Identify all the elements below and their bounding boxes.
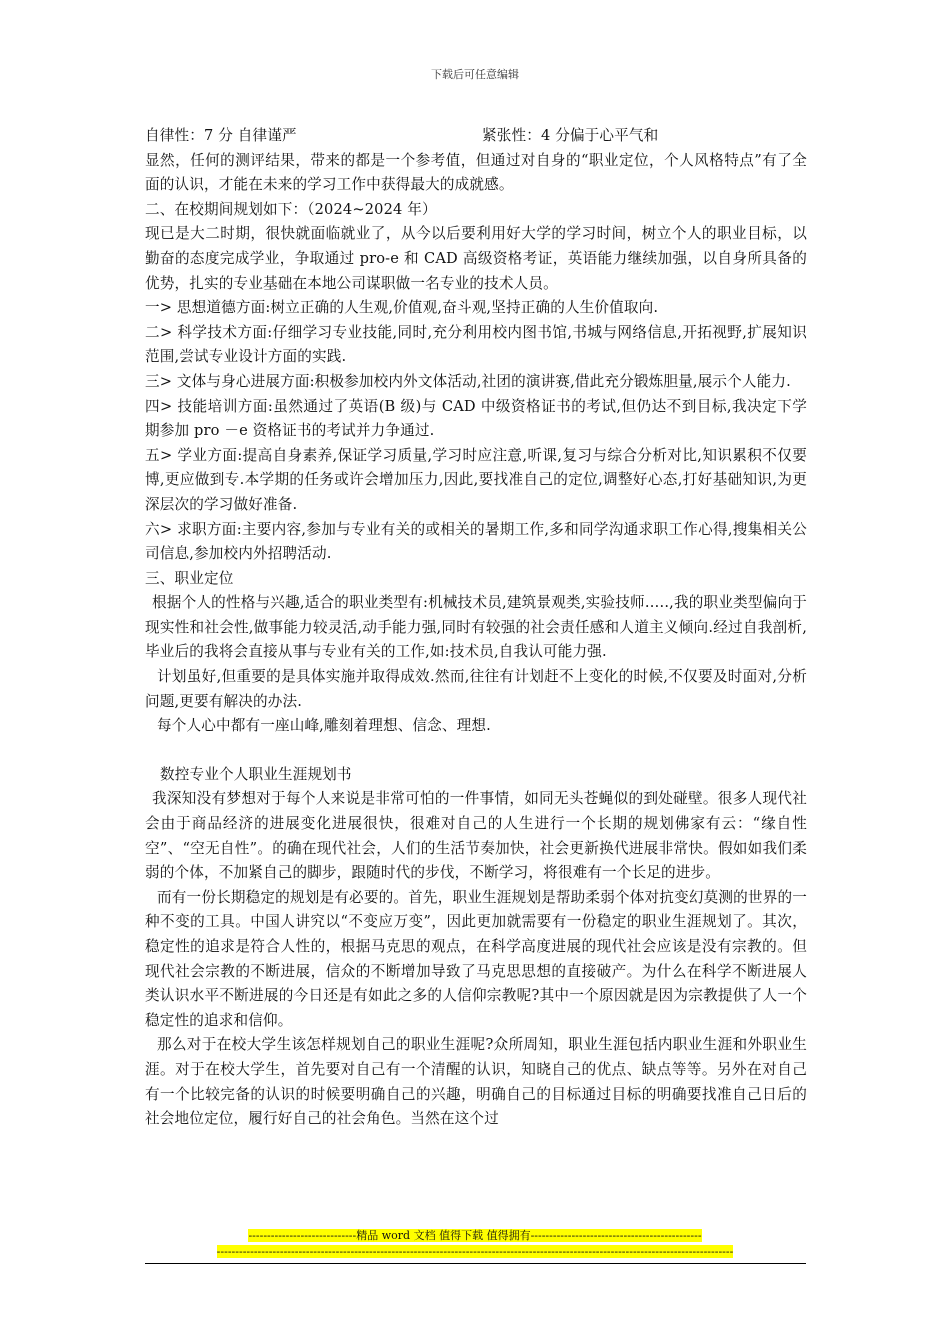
plan-item-job: 六> 求职方面:主要内容,参加与专业有关的或相关的暑期工作,多和同学沟通求职工作心得,搜集相关公司信息,参加校内外招聘活动. — [145, 520, 807, 563]
section-heading-career-position: 三、职业定位 — [145, 569, 234, 587]
document-body — [145, 124, 807, 1132]
paragraph-assessment-note: 显然，任何的测评结果，带来的都是一个参考值，但通过对自身的“职业定位，个人风格特点”有了全面的认识，才能在未来的学习工作中获得最大的成就感。 — [145, 151, 807, 194]
blank-line — [145, 739, 807, 763]
paragraph-mountain: 每个人心中都有一座山峰,雕刻着理想、信念、理想. — [157, 717, 491, 735]
plan-item-science: 二> 科学技术方面:仔细学习专业技能,同时,充分利用校内图书馆,书城与网络信息,开拓视野,扩展知识范围,尝试专业设计方面的实践. — [145, 323, 807, 366]
trait-scores — [145, 124, 807, 149]
trait-self-discipline: 自律性：7 分 自律谨严 — [145, 127, 297, 144]
paragraph-stable-plan: 而有一份长期稳定的规划是有必要的。首先，职业生涯规划是帮助柔弱个体对抗变幻莫测的世界的一种不变的工具。中国人讲究以“不变应万变”，因此更加就需要有一份稳定的职业生涯规划了。其次，稳定性的追求是符合人性的，根据马克思的观点，在科学高度进展的现代社会应该是没有宗教的。但现代社会宗教的不断进展，信众的不断增加导致了马克思思想的直接破产。为什么在科学不断进展人类认识水平不断进展的今日还是有如此之多的人信仰宗教呢?其中一个原因就是因为宗教提供了人一个稳定性的追求和信仰。 — [145, 888, 807, 1029]
plan-item-study: 五> 学业方面:提高自身素养,保证学习质量,学习时应注意,听课,复习与综合分析对比,知识累积不仅要博,更应做到专.本学期的任务或许会增加压力,因此,要找准自己的定位,调整好心态,打好基础知识,为更深层次的学习做好准备. — [145, 446, 807, 513]
footer-dashes — [0, 1244, 950, 1260]
paragraph-student-plan: 那么对于在校大学生该怎样规划自己的职业生涯呢?众所周知，职业生涯包括内职业生涯和外职业生涯。对于在校大学生，首先要对自己有一个清醒的认识，知晓自己的优点、缺点等等。另外在对自己有一个比较完备的认识的时候要明确自己的兴趣，明确自己的目标通过目标的明确要找准自己日后的社会地位定位，履行好自己的社会角色。当然在这个过 — [145, 1036, 807, 1128]
paragraph-current-stage: 现已是大二时期，很快就面临就业了，从今以后要利用好大学的学习时间，树立个人的职业目标，以勤奋的态度完成学业，争取通过 pro-e 和 CAD 高级资格考证，英语能力继续加强，以自身所具备的优势，扎实的专业基础在本地公司谋职做一名专业的技术人员。 — [145, 225, 807, 292]
footer-banner — [0, 1228, 950, 1244]
paragraph-career-types: 根据个人的性格与兴趣,适合的职业类型有:机械技术员,建筑景观类,实验技师…..,我的职业类型偏向于现实性和社会性,做事能力较灵活,动手能力强,同时有较强的社会责任感和人道主义倾向.经过自我剖析,毕业后的我将会直接从事与专业有关的工作,如:技术员,自我认可能力强. — [145, 594, 807, 661]
section-heading-school-plan: 二、在校期间规划如下：（2024~2024 年） — [145, 200, 437, 218]
page-header: 下载后可任意编辑 — [431, 68, 519, 81]
trait-tension: 紧张性：4 分偏于心平气和 — [482, 127, 659, 144]
footer-banner-text: -----------------------------精品 word 文档 值得下载 值得拥有---------------------------------------------- — [248, 1229, 702, 1242]
paragraph-plan-execution: 计划虽好,但重要的是具体实施并取得成效.然而,往往有计划赶不上变化的时候,不仅要及时面对,分析问题,更要有解决的办法. — [145, 668, 807, 710]
plan-item-culture: 三> 文体与身心进展方面:积极参加校内外文体活动,社团的演讲赛,借此充分锻炼胆量,展示个人能力. — [145, 372, 791, 390]
plan-item-skills: 四> 技能培训方面:虽然通过了英语(B 级)与 CAD 中级资格证书的考试,但仍达不到目标,我决定下学期参加 pro －e 资格证书的考试并力争通过. — [145, 397, 807, 440]
footer-rule — [145, 1263, 806, 1264]
plan-item-moral: 一> 思想道德方面:树立正确的人生观,价值观,奋斗观,坚持正确的人生价值取向. — [145, 299, 659, 317]
document-title-cnc: 数控专业个人职业生涯规划书 — [160, 765, 352, 783]
paragraph-dream: 我深知没有梦想对于每个人来说是非常可怕的一件事情，如同无头苍蝇似的到处碰壁。很多人现代社会由于商品经济的进展变化进展很快，很难对自己的人生进行一个长期的规划佛家有云：“缘自性空”、“空无自性”。的确在现代社会，人们的生活节奏加快，社会更新换代进展非常快。假如如我们柔弱的个体，不加紧自己的脚步，跟随时代的步伐，不断学习，将很难有一个长足的进步。 — [145, 790, 807, 882]
footer-dashes-text: ------------------------------------------------------------------------------------------------------------------------------------------- — [216, 1245, 734, 1258]
